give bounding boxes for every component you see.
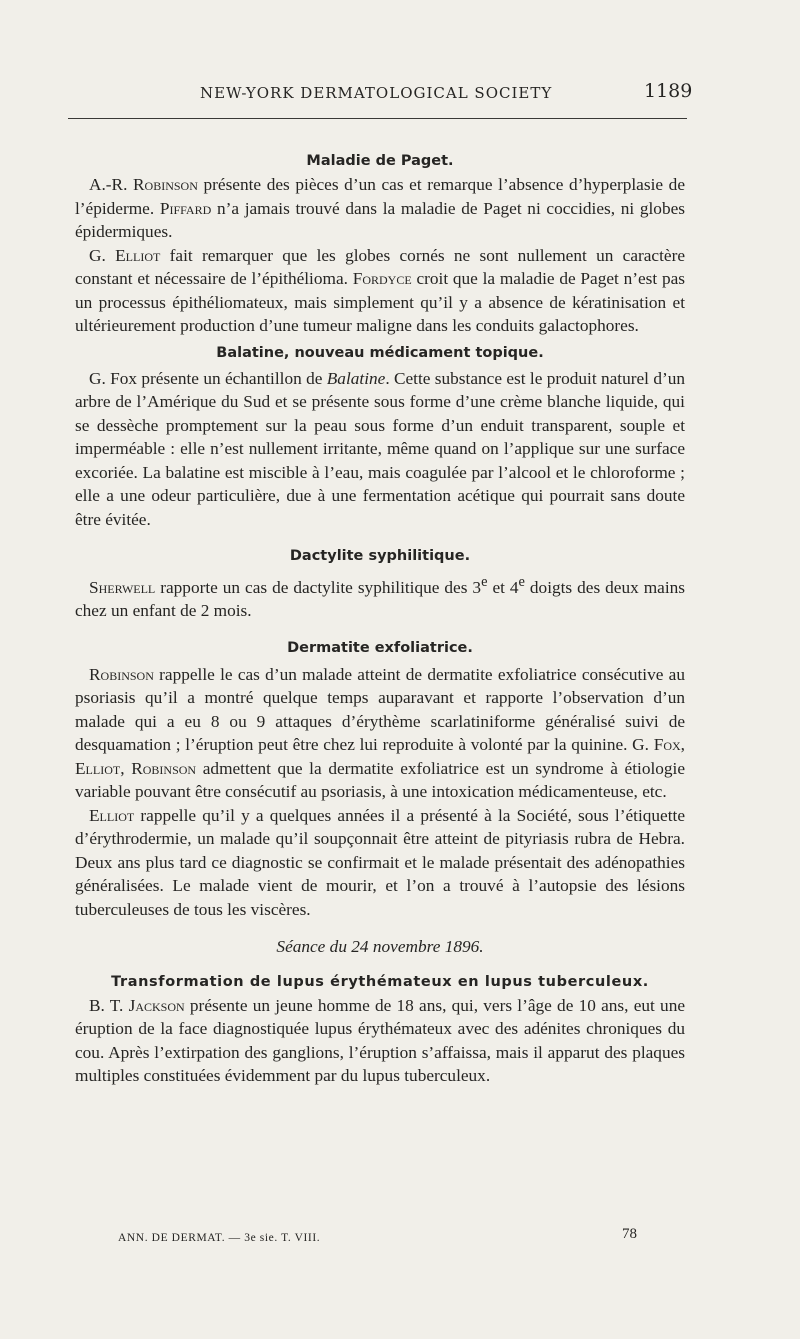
running-title: NEW-YORK DERMATOLOGICAL SOCIETY (200, 84, 553, 102)
heading-paget: Maladie de Paget. (306, 153, 454, 169)
author-name: Fordyce (352, 269, 412, 288)
author-name: Elliot (115, 245, 161, 265)
heading-dactylite: Dactylite syphilitique. (289, 548, 471, 564)
journal-footer: ANN. DE DERMAT. — 3e sie. T. VIII. (118, 1232, 321, 1244)
session-date: Séance du 24 novembre 1896. (276, 937, 484, 957)
author-name: Elliot (89, 805, 135, 825)
paragraph-balatine-1: G. Fox présente un échantillon de Balatine. Cette substance est le produit naturel d’un arbre de l’Amérique du Sud et se présente sous forme d’une crème blanche liquide, qui se dessèche promptement sur la peau sous forme d’un enduit transparent, souple et imperméable : elle n’est nullement irritante, même quand on l’applique sur une surface excoriée. La balatine est miscible à l’eau, mais coagulée par l’alcool et le chloroforme ; elle a une odeur particulière, due à une fermentation acétique qui pourrait sans doute être évitée. (75, 368, 685, 529)
body-text (75, 150, 685, 1088)
paragraph-dermatite-2: Elliot rappelle qu’il y a quelques années il a présenté à la Société, sous l’étiquette d’érythrodermie, un malade qu’il soupçonnait être atteint de pityriasis rubra de Hebra. Deux ans plus tard ce diagnostic se confirmait et le malade présentait des adénopathies généralisées. Le malade vient de mourir, et l’on a trouvé à l’autopsie des lésions tuberculeuses de tous les viscères. (75, 805, 685, 919)
author-name: Sherwell (89, 577, 156, 597)
author-name: Robinson (131, 758, 197, 778)
paragraph-lupus-1: B. T. Jackson présente un jeune homme de 18 ans, qui, vers l’âge de 10 ans, eut une éruption de la face diagnostiquée lupus érythémateux avec des adénites chroniques du cou. Après l’extirpation des ganglions, l’éruption s’affaissa, mais il apparut des plaques multiples constituées évidemment par du lupus tuberculeux. (75, 995, 686, 1086)
paragraph-dactylite-1: Sherwell rapporte un cas de dactylite syphilitique des 3e et 4e doigts des deux mains chez un enfant de 2 mois. (75, 574, 685, 621)
author-name: A.-R. Robinson (89, 175, 198, 194)
signature-number: 78 (622, 1226, 637, 1242)
paragraph-dermatite-1: Robinson rappelle le cas d’un malade atteint de dermatite exfoliatrice consécutive au psoriasis qu’il a montré quelque temps auparavant et rapporte l’observation d’un malade qui a eu 8 ou 9 attaques d’érythème scarlatiniforme généralisé suivi de desquamation ; l’éruption peut être chez lui reproduite à volonté par la quinine. G. Fox, Elliot, Robinson admettent que la dermatite exfoliatrice est un syndrome à étiologie variable pouvant être consécutif au psoriasis, à une intoxication médicamenteuse, etc. (75, 664, 686, 802)
heading-lupus: Transformation de lupus érythémateux en lupus tuberculeux. (111, 973, 649, 990)
author-name: Fox (653, 735, 681, 755)
heading-balatine: Balatine, nouveau médicament topique. (216, 344, 544, 361)
paragraph-paget-1: A.-R. Robinson présente des pièces d’un cas et remarque l’absence d’hyperplasie de l’épiderme. Piffard n’a jamais trouvé dans la maladie de Paget ni coccidies, ni globes épidermiques. (75, 175, 685, 241)
page-number: 1189 (644, 80, 693, 102)
heading-dermatite: Dermatite exfoliatrice. (287, 639, 473, 656)
author-name: Jackson (128, 995, 185, 1015)
header-rule (68, 118, 687, 119)
paragraph-paget-2: G. Elliot fait remarquer que les globes cornés ne sont nullement un caractère constant et nécessaire de l’épithélioma. Fordyce croit que la maladie de Paget n’est pas un processus épithéliomateux, mais simplement qu’il y a absence de kératinisation et ultérieurement production d’une tumeur maligne dans les conduits galactophores. (75, 245, 686, 335)
italic-term: Balatine (326, 368, 386, 388)
author-name: Robinson (89, 664, 154, 684)
author-name: Elliot (75, 758, 121, 778)
author-name: Piffard (159, 198, 212, 218)
